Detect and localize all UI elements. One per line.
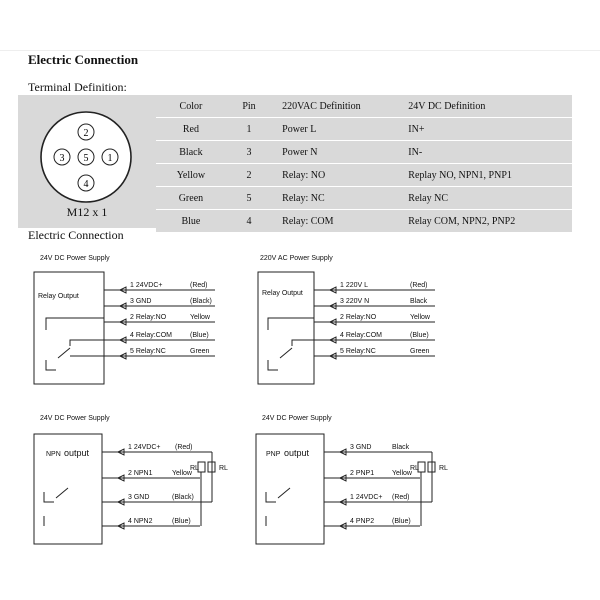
d2-wire-3-color: Yellow: [410, 314, 430, 321]
d1-supply: 24V DC Power Supply: [40, 255, 110, 262]
d1-wire-1-color: (Red): [190, 282, 208, 289]
wiring-diagrams: [0, 240, 600, 560]
d1-wire-2-color: (Black): [190, 298, 212, 305]
header-dc: 24V DC Definition: [398, 95, 572, 118]
d1-wire-5: 5 Relay:NC: [130, 348, 166, 355]
d3-supply: 24V DC Power Supply: [40, 415, 110, 422]
d2-wire-5: 5 Relay:NC: [340, 348, 376, 355]
d3-wire-2: 2 NPN1: [128, 470, 153, 477]
cell-ac: Relay: COM: [272, 210, 398, 233]
d2-wire-5-color: Green: [410, 348, 430, 355]
d1-wire-1: 1 24VDC+: [130, 282, 163, 289]
table-row: [156, 164, 572, 187]
d4-rl-right: RL: [439, 465, 448, 472]
d1-box-label: Relay Output: [38, 293, 79, 300]
d3-wire-3-color: (Black): [172, 494, 194, 501]
d4-box-big: output: [284, 448, 310, 458]
d1-wire-4-color: (Blue): [190, 332, 209, 339]
d1-wire-3: 2 Relay:NO: [130, 314, 167, 321]
d4-wire-4: 4 PNP2: [350, 518, 375, 525]
d3-wire-4-color: (Blue): [172, 518, 191, 525]
header-ac: 220VAC Definition: [272, 95, 398, 118]
cell-color: Red: [156, 118, 226, 141]
cell-ac: Relay: NC: [272, 187, 398, 210]
electric-connection-label: Electric Connection: [28, 228, 124, 242]
table-header-row: [156, 95, 572, 118]
cell-color: Blue: [156, 210, 226, 233]
d4-wire-3-color: (Red): [392, 494, 410, 501]
d2-wire-4-color: (Blue): [410, 332, 429, 339]
d2-wire-4: 4 Relay:COM: [340, 332, 383, 339]
pin-4-label: 4: [83, 179, 89, 190]
cell-ac: Power L: [272, 118, 398, 141]
table-row: [156, 118, 572, 141]
d1-wire-5-color: Green: [190, 348, 210, 355]
cell-dc: Relay NC: [398, 187, 572, 210]
pin-3: [54, 149, 70, 165]
relay-output-box-2: [258, 272, 314, 384]
cell-dc: IN-: [398, 141, 572, 164]
d4-rl-left: RL: [410, 465, 419, 472]
pin-1: [102, 149, 118, 165]
cell-color: Green: [156, 187, 226, 210]
d3-box-big: output: [64, 448, 90, 458]
pin-2-label: 2: [83, 128, 89, 139]
terminal-definition-panel: [18, 95, 572, 228]
d3-wire-3: 3 GND: [128, 494, 150, 501]
cell-pin: 5: [226, 187, 272, 210]
d4-wire-1: 3 GND: [350, 444, 372, 451]
pin-2: [78, 124, 94, 140]
terminal-definition-label: Terminal Definition:: [28, 80, 127, 94]
d4-supply: 24V DC Power Supply: [262, 415, 332, 422]
d3-wire-2-color: Yellow: [172, 470, 192, 477]
pin-3-label: 3: [59, 153, 65, 164]
cell-dc: Replay NO, NPN1, PNP1: [398, 164, 572, 187]
d4-wire-2-color: Yellow: [392, 470, 412, 477]
m12-connector-diagram: [18, 95, 156, 228]
pin-1-label: 1: [107, 153, 113, 164]
cell-color: Yellow: [156, 164, 226, 187]
table-row: [156, 187, 572, 210]
d3-box-small: NPN: [46, 451, 61, 458]
cell-pin: 3: [226, 141, 272, 164]
d3-rl-right: RL: [219, 465, 228, 472]
d2-wire-1-color: (Red): [410, 282, 428, 289]
page-title: Electric Connection: [28, 52, 139, 67]
d4-wire-1-color: Black: [392, 444, 410, 451]
d4-box-small: PNP: [266, 451, 281, 458]
d2-wire-2-color: Black: [410, 298, 428, 305]
d1-wire-4: 4 Relay:COM: [130, 332, 173, 339]
m12-connector-icon: [18, 95, 156, 205]
connector-model: M12 x 1: [66, 205, 108, 219]
d4-wire-2: 2 PNP1: [350, 470, 375, 477]
d4-wire-3: 1 24VDC+: [350, 494, 383, 501]
d4-wire-4-color: (Blue): [392, 518, 411, 525]
table-row: [156, 141, 572, 164]
terminal-definition-table: [156, 95, 572, 232]
cell-ac: Power N: [272, 141, 398, 164]
cell-color: Black: [156, 141, 226, 164]
table-row: [156, 210, 572, 233]
d2-wire-1: 1 220V L: [340, 282, 369, 289]
d3-wire-4: 4 NPN2: [128, 518, 153, 525]
cell-pin: 2: [226, 164, 272, 187]
d2-wire-3: 2 Relay:NO: [340, 314, 377, 321]
header-color: Color: [156, 95, 226, 118]
pin-5-label: 5: [83, 153, 89, 164]
d2-supply: 220V AC Power Supply: [260, 255, 333, 262]
cell-pin: 4: [226, 210, 272, 233]
d2-box-label: Relay Output: [262, 290, 303, 297]
pin-5: [78, 149, 94, 165]
cell-dc: Relay COM, NPN2, PNP2: [398, 210, 572, 233]
cell-pin: 1: [226, 118, 272, 141]
d2-wire-2: 3 220V N: [340, 298, 370, 305]
relay-output-box: [34, 272, 104, 384]
d1-wire-2: 3 GND: [130, 298, 152, 305]
cell-ac: Relay: NO: [272, 164, 398, 187]
top-divider: [0, 50, 600, 51]
header-pin: Pin: [226, 95, 272, 118]
d3-wire-1: 1 24VDC+: [128, 444, 161, 451]
d3-wire-1-color: (Red): [175, 444, 193, 451]
wiring-diagram-24vdc-relay: [34, 272, 215, 384]
cell-dc: IN+: [398, 118, 572, 141]
pin-4: [78, 175, 94, 191]
d3-rl-left: RL: [190, 465, 199, 472]
d1-wire-3-color: Yellow: [190, 314, 210, 321]
